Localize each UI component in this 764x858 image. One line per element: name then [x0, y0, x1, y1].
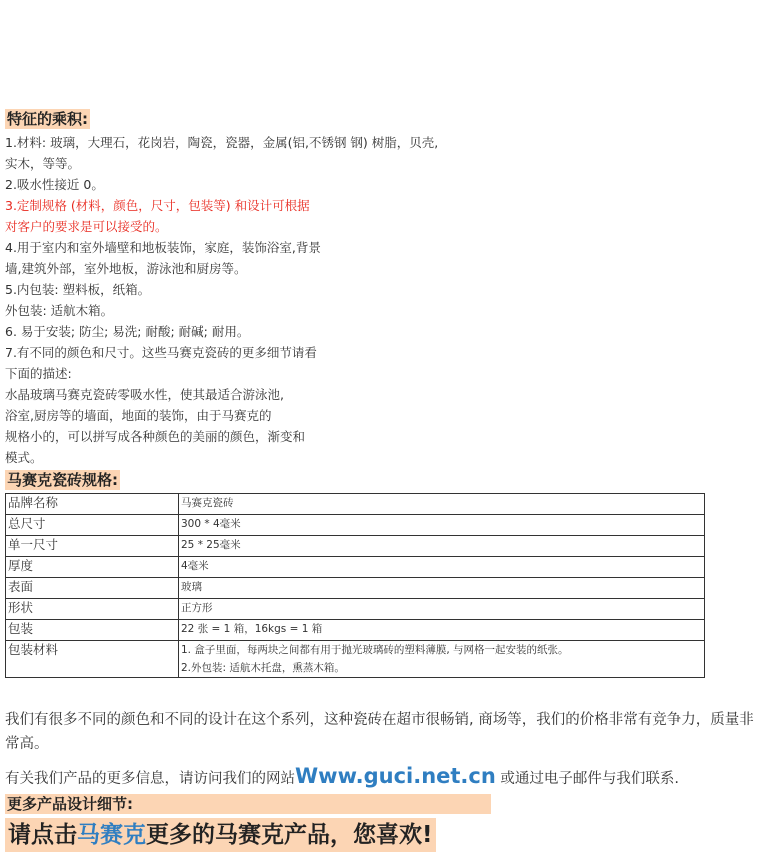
- spec-key: 表面: [6, 578, 179, 599]
- feature-line: 1.材料: 玻璃，大理石，花岗岩，陶瓷，瓷器，金属(铝,不锈钢 钢) 树脂，贝壳,: [5, 135, 439, 150]
- feature-line: 7.有不同的颜色和尺寸。这些马赛克瓷砖的更多细节请看: [5, 345, 317, 360]
- feature-line: 下面的描述:: [5, 366, 72, 381]
- spec-value: 玻璃: [179, 578, 705, 599]
- table-row: [6, 557, 705, 578]
- mosaic-link[interactable]: 马赛克: [77, 822, 146, 848]
- feature-line-red: 对客户的要求是可以接受的。: [5, 219, 168, 234]
- spec-value-multiline: [179, 641, 705, 678]
- spec-key: 包装材料: [6, 641, 179, 678]
- features-heading: 特征的乘积:: [7, 110, 88, 128]
- packing-line: 1. 盒子里面，每两块之间都有用于抛光玻璃砖的塑料薄膜, 与网格一起安装的纸张。: [181, 644, 569, 656]
- table-row: [6, 515, 705, 536]
- spec-value: 22 张 = 1 箱，16kgs = 1 箱: [179, 620, 705, 641]
- spec-value: 正方形: [179, 599, 705, 620]
- feature-line: 4.用于室内和室外墙壁和地板装饰，家庭，装饰浴室,背景: [5, 240, 321, 255]
- spec-value: 25 * 25毫米: [179, 536, 705, 557]
- contact-text: 有关我们产品的更多信息，请访问我们的网站: [5, 771, 295, 787]
- feature-line: 模式。: [5, 450, 43, 465]
- cta-text-after: 更多的马赛克产品，您喜欢!: [146, 822, 433, 848]
- spec-heading: 马赛克瓷砖规格:: [7, 471, 118, 489]
- feature-line: 水晶玻璃马赛克瓷砖零吸水性，使其最适合游泳池,: [5, 387, 284, 402]
- spec-key: 厚度: [6, 557, 179, 578]
- feature-line: 实木，等等。: [5, 156, 81, 171]
- contact-text-after: 或通过电子邮件与我们联系.: [495, 771, 680, 787]
- cta-text: 请点击: [8, 822, 77, 848]
- contact-paragraph: [5, 764, 755, 791]
- feature-line: 6. 易于安装; 防尘; 易洗; 耐酸; 耐碱; 耐用。: [5, 324, 250, 339]
- feature-line: 浴室,厨房等的墙面，地面的装饰，由于马赛克的: [5, 408, 272, 423]
- table-row: [6, 641, 705, 678]
- website-link[interactable]: Www.guci.net.cn: [295, 764, 496, 788]
- feature-line-red: 3.定制规格 (材料，颜色，尺寸，包装等) 和设计可根据: [5, 198, 310, 213]
- cta-banner: [5, 818, 436, 852]
- packing-line: 2.外包装: 适航木托盘，熏蒸木箱。: [181, 662, 345, 674]
- feature-line: 5.内包装: 塑料板，纸箱。: [5, 282, 151, 297]
- feature-line: 墙,建筑外部，室外地板，游泳池和厨房等。: [5, 261, 247, 276]
- spec-key: 总尺寸: [6, 515, 179, 536]
- table-row: [6, 599, 705, 620]
- feature-line: 外包装: 适航木箱。: [5, 303, 114, 318]
- table-row: [6, 536, 705, 557]
- table-row: [6, 620, 705, 641]
- spec-key: 包装: [6, 620, 179, 641]
- spec-key: 形状: [6, 599, 179, 620]
- spec-key: 单一尺寸: [6, 536, 179, 557]
- feature-line: 2.吸水性接近 0。: [5, 177, 104, 192]
- table-row: [6, 578, 705, 599]
- table-row: [6, 494, 705, 515]
- spec-key: 品牌名称: [6, 494, 179, 515]
- description-paragraph: 我们有很多不同的颜色和不同的设计在这个系列，这种瓷砖在超市很畅销, 商场等，我们的价格非常有竞争力，质量非常高。: [5, 712, 754, 752]
- spec-value: 300 * 4毫米: [179, 515, 705, 536]
- more-details-heading: 更多产品设计细节:: [5, 794, 491, 814]
- feature-line: 规格小的，可以拼写成各种颜色的美丽的颜色，渐变和: [5, 429, 306, 444]
- spec-table: [5, 493, 705, 678]
- spec-value: 4毫米: [179, 557, 705, 578]
- spec-value: 马赛克瓷砖: [179, 494, 705, 515]
